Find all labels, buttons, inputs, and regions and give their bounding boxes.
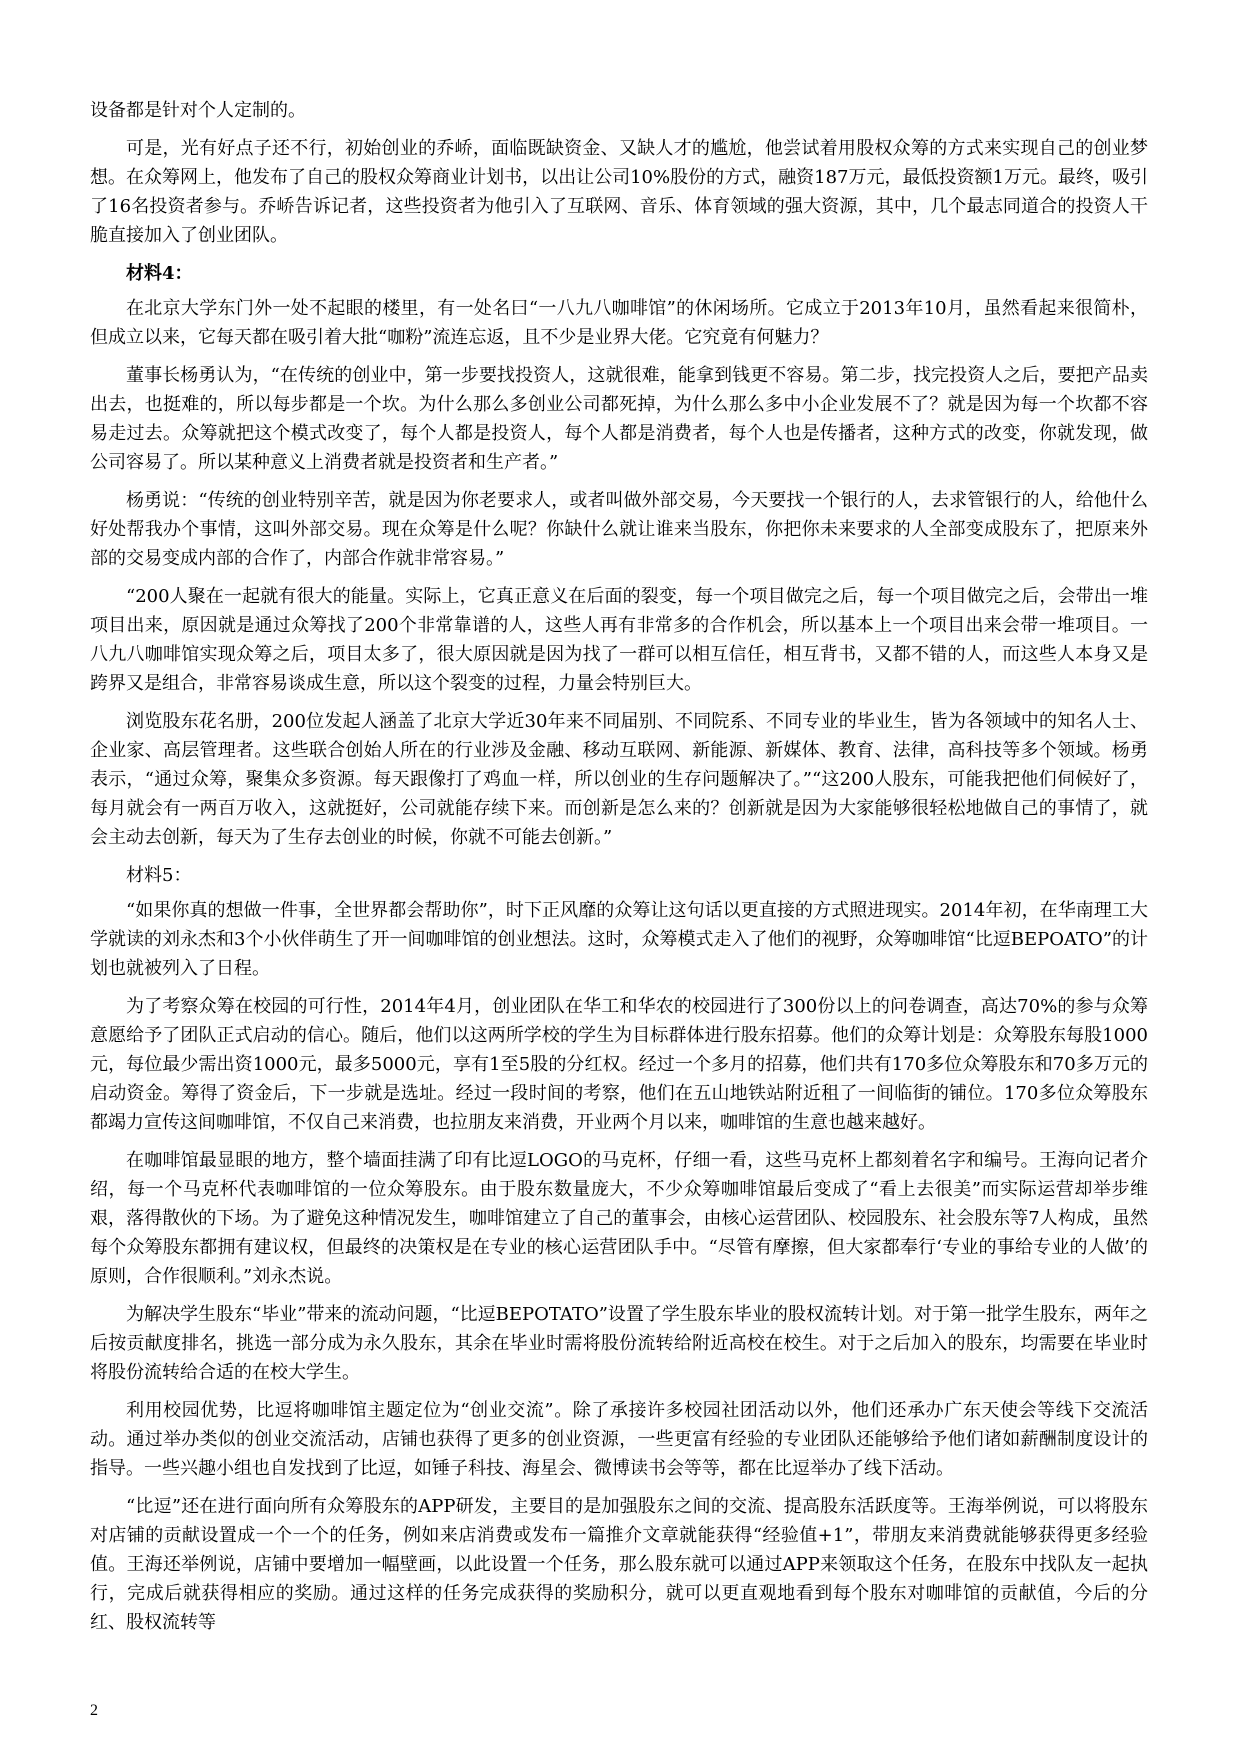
paragraph: “如果你真的想做一件事，全世界都会帮助你”，时下正风靡的众筹让这句话以更直接的方式照进现实。2014年初，在华南理工大学就读的刘永杰和3个小伙伴萌生了开一间咖啡馆的创业想法。这时，众筹模式走入了他们的视野，众筹咖啡馆“比逗BEPOATO”的计划也就被列入了日程。: [90, 900, 1148, 979]
paragraph: 利用校园优势，比逗将咖啡馆主题定位为“创业交流”。除了承接许多校园社团活动以外，他们还承办广东天使会等线下交流活动。通过举办类似的创业交流活动，店铺也获得了更多的创业资源，一些更富有经验的专业团队还能够给予他们诸如薪酬制度设计的指导。一些兴趣小组也自发找到了比逗，如锤子科技、海星会、微博读书会等等，都在比逗举办了线下活动。: [90, 1400, 1148, 1479]
paragraph: 设备都是针对个人定制的。: [90, 100, 306, 121]
paragraph: 浏览股东花名册，200位发起人涵盖了北京大学近30年来不同届别、不同院系、不同专业的毕业生，皆为各领域中的知名人士、企业家、高层管理者。这些联合创始人所在的行业涉及金融、移动互联网、新能源、新媒体、教育、法律，高科技等多个领域。杨勇表示，“通过众筹，聚集众多资源。每天跟像打了鸡血一样，所以创业的生存问题解决了。”“这200人股东，可能我把他们伺候好了，每月就会有一两百万收入，这就挺好，公司就能存续下来。而创新是怎么来的？创新就是因为大家能够很轻松地做自己的事情了，就会主动去创新，每天为了生存去创业的时候，你就不可能去创新。”: [90, 711, 1148, 848]
page-number: 2: [90, 1702, 98, 1719]
paragraph: “比逗”还在进行面向所有众筹股东的APP研发，主要目的是加强股东之间的交流、提高股东活跃度等。王海举例说，可以将股东对店铺的贡献设置成一个一个的任务，例如来店消费或发布一篇推介文章就能获得“经验值+1”，带朋友来消费就能够获得更多经验值。王海还举例说，店铺中要增加一幅壁画，以此设置一个任务，那么股东就可以通过APP来领取这个任务，在股东中找队友一起执行，完成后就获得相应的奖励。通过这样的任务完成获得的奖励积分，就可以更直观地看到每个股东对咖啡馆的贡献值，今后的分红、股权流转等: [90, 1496, 1148, 1633]
paragraph: “200人聚在一起就有很大的能量。实际上，它真正意义在后面的裂变，每一个项目做完之后，每一个项目做完之后，会带出一堆项目出来，原因就是通过众筹找了200个非常靠谱的人，这些人再有非常多的合作机会，所以基本上一个项目出来会带一堆项目。一八九八咖啡馆实现众筹之后，项目太多了，很大原因就是因为找了一群可以相互信任，相互背书，又都不错的人，而这些人本身又是跨界又是组合，非常容易谈成生意，所以这个裂变的过程，力量会特别巨大。: [90, 586, 1148, 694]
paragraph: 在北京大学东门外一处不起眼的楼里，有一处名曰“一八九八咖啡馆”的休闲场所。它成立于2013年10月，虽然看起来很简朴，但成立以来，它每天都在吸引着大批“咖粉”流连忘返，且不少是业界大佬。它究竟有何魅力？: [90, 298, 1148, 348]
paragraph: 可是，光有好点子还不行，初始创业的乔峤，面临既缺资金、又缺人才的尴尬，他尝试着用股权众筹的方式来实现自己的创业梦想。在众筹网上，他发布了自己的股权众筹商业计划书，以出让公司10%股份的方式，融资187万元，最低投资额1万元。最终，吸引了16名投资者参与。乔峤告诉记者，这些投资者为他引入了互联网、音乐、体育领域的强大资源，其中，几个最志同道合的投资人干脆直接加入了创业团队。: [90, 138, 1148, 246]
paragraph: 在咖啡馆最显眼的地方，整个墙面挂满了印有比逗LOGO的马克杯，仔细一看，这些马克杯上都刻着名字和编号。王海向记者介绍，每一个马克杯代表咖啡馆的一位众筹股东。由于股东数量庞大，不少众筹咖啡馆最后变成了“看上去很美”而实际运营却举步维艰，落得散伙的下场。为了避免这种情况发生，咖啡馆建立了自己的董事会，由核心运营团队、校园股东、社会股东等7人构成，虽然每个众筹股东都拥有建议权，但最终的决策权是在专业的核心运营团队手中。“尽管有摩擦，但大家都奉行‘专业的事给专业的人做’的原则，合作很顺利。”刘永杰说。: [90, 1150, 1148, 1287]
section-heading: 材料5：: [126, 865, 192, 886]
paragraph: 杨勇说：“传统的创业特别辛苦，就是因为你老要求人，或者叫做外部交易，今天要找一个银行的人，去求管银行的人，给他什么好处帮我办个事情，这叫外部交易。现在众筹是什么呢？你缺什么就让谁来当股东，你把你未来要求的人全部变成股东了，把原来外部的交易变成内部的合作了，内部合作就非常容易。”: [90, 490, 1148, 569]
section-heading: 材料4：: [126, 263, 193, 284]
paragraph: 为解决学生股东“毕业”带来的流动问题，“比逗BEPOTATO”设置了学生股东毕业的股权流转计划。对于第一批学生股东，两年之后按贡献度排名，挑选一部分成为永久股东，其余在毕业时需将股份流转给附近高校在校生。对于之后加入的股东，均需要在毕业时将股份流转给合适的在校大学生。: [90, 1304, 1148, 1383]
paragraph: 董事长杨勇认为，“在传统的创业中，第一步要找投资人，这就很难，能拿到钱更不容易。第二步，找完投资人之后，要把产品卖出去，也挺难的，所以每步都是一个坎。为什么那么多创业公司都死掉，为什么那么多中小企业发展不了？就是因为每一个坎都不容易走过去。众筹就把这个模式改变了，每个人都是投资人，每个人都是消费者，每个人也是传播者，这种方式的改变，你就发现，做公司容易了。所以某种意义上消费者就是投资者和生产者。”: [90, 365, 1148, 473]
paragraph: 为了考察众筹在校园的可行性，2014年4月，创业团队在华工和华农的校园进行了300份以上的问卷调查，高达70%的参与众筹意愿给予了团队正式启动的信心。随后，他们以这两所学校的学生为目标群体进行股东招募。他们的众筹计划是：众筹股东每股1000元，每位最少需出资1000元，最多5000元，享有1至5股的分红权。经过一个多月的招募，他们共有170多位众筹股东和70多万元的启动资金。筹得了资金后，下一步就是选址。经过一段时间的考察，他们在五山地铁站附近租了一间临街的铺位。170多位众筹股东都竭力宣传这间咖啡馆，不仅自己来消费，也拉朋友来消费，开业两个月以来，咖啡馆的生意也越来越好。: [90, 996, 1148, 1133]
page-content: [90, 96, 1148, 1637]
